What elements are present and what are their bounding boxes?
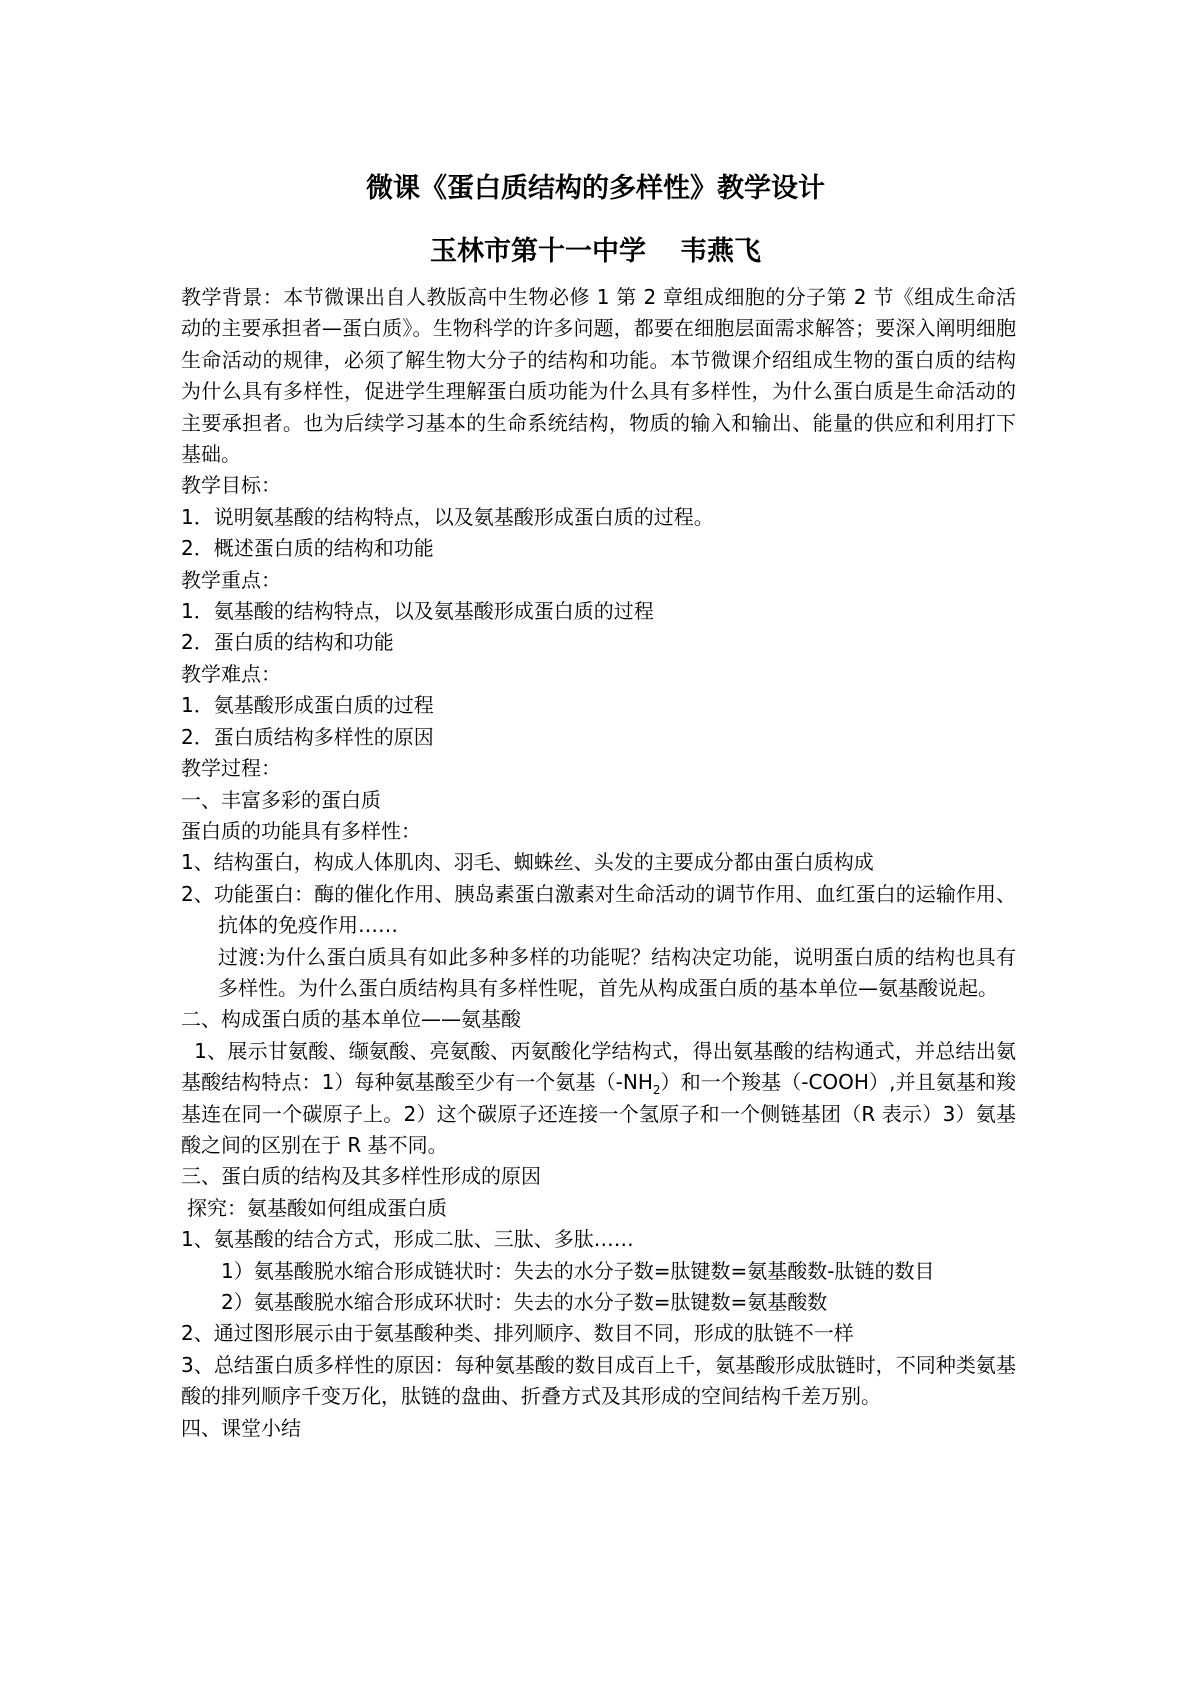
author-name: 韦燕飞 [680,236,761,267]
difficulties-heading: 教学难点： [181,661,281,686]
key-point-item: 2．蛋白质的结构和功能 [181,630,394,655]
section3-explore: 探究：氨基酸如何组成蛋白质 [187,1195,447,1220]
process-heading: 教学过程： [181,756,281,781]
key-point-item: 1．氨基酸的结构特点，以及氨基酸形成蛋白质的过程 [181,599,654,624]
section3-item: 3、总结蛋白质多样性的原因：每种氨基酸的数目成百上千，氨基酸形成肽链时，不同种类氨基酸的排列顺序千变万化，肽链的盘曲、折叠方式及其形成的空间结构千差万别。 [181,1352,1016,1409]
author-school: 玉林市第十一中学 [430,236,646,267]
goals-heading: 教学目标： [181,473,281,498]
section2-text-a: 1、展示甘氨酸、缬氨酸、亮氨酸、丙氨酸化学结构式，得出氨基酸的结构通式，并总结出氨基酸结构特点：1）每种氨基酸至少有一个氨基（-NH [181,1038,1016,1095]
section3-item: 1、氨基酸的结合方式，形成二肽、三肽、多肽…… [181,1227,634,1252]
section4-heading: 四、课堂小结 [181,1415,301,1440]
section1-item: 2、功能蛋白：酶的催化作用、胰岛素蛋白激素对生命活动的调节作用、血红蛋白的运输作用、抗体的免疫作用…… [181,881,1016,938]
section3-item: 2、通过图形展示由于氨基酸种类、排列顺序、数目不同，形成的肽链不一样 [181,1321,854,1346]
section2-heading: 二、构成蛋白质的基本单位——氨基酸 [181,1007,521,1032]
section1-item: 1、结构蛋白，构成人体肌肉、羽毛、蜘蛛丝、头发的主要成分都由蛋白质构成 [181,850,874,875]
section3-subitem: 1）氨基酸脱水缩合形成链状时：失去的水分子数=肽键数=氨基酸数-肽链的数目 [221,1258,935,1283]
section3-subitem: 2）氨基酸脱水缩合形成环状时：失去的水分子数=肽键数=氨基酸数 [221,1290,828,1314]
goal-item: 1．说明氨基酸的结构特点，以及氨基酸形成蛋白质的过程。 [181,504,714,529]
section1-heading: 一、丰富多彩的蛋白质 [181,787,381,812]
section2-paragraph [181,1036,1016,1162]
section2-subscript: 2 [652,1083,661,1098]
document-body [181,282,1016,1444]
section1-intro: 蛋白质的功能具有多样性： [181,818,421,843]
document-title: 微课《蛋白质结构的多样性》教学设计 [366,173,825,204]
difficulty-item: 1．氨基酸形成蛋白质的过程 [181,693,434,718]
background-paragraph: 教学背景：本节微课出自人教版高中生物必修 1 第 2 章组成细胞的分子第 2 节《组成生命活动的主要承担者—蛋白质》。生物科学的许多问题，都要在细胞层面需求解答；要深入阐明细胞生命活动的规律，必须了解生物大分子的结构和功能。本节微课介绍组成生物的蛋白质的结构为什么具有多样性，促进学生理解蛋白质功能为什么具有多样性，为什么蛋白质是生命活动的主要承担者。也为后续学习基本的生命系统结构，物质的输入和输出、能量的供应和利用打下基础。 [181,285,1016,467]
goal-item: 2．概述蛋白质的结构和功能 [181,536,434,561]
section1-transition: 过渡:为什么蛋白质具有如此多种多样的功能呢？结构决定功能，说明蛋白质的结构也具有多样性。为什么蛋白质结构具有多样性呢，首先从构成蛋白质的基本单位—氨基酸说起。 [218,944,1016,1000]
document-author [0,235,1191,269]
section3-heading: 三、蛋白质的结构及其多样性形成的原因 [181,1164,541,1189]
difficulty-item: 2．蛋白质结构多样性的原因 [181,724,434,749]
key-points-heading: 教学重点： [181,567,281,592]
section2-text-b: ）和一个羧基（-COOH）,并且氨基和羧基连在同一个碳原子上。2）这个碳原子还连接一个氢原子和一个侧链基团（R 表示）3）氨基酸之间的区别在于 R 基不同。 [181,1070,1017,1157]
